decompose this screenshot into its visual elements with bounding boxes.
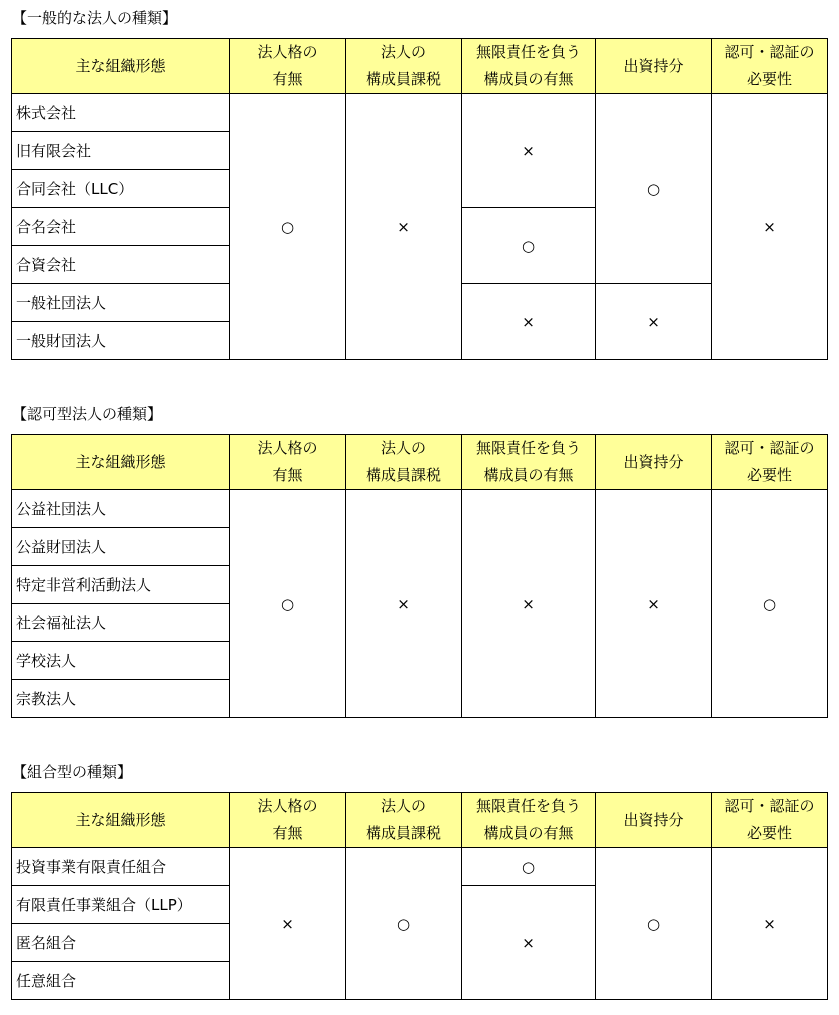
row-name: 匿名組合 xyxy=(12,924,230,962)
header-unlimited-liability: 無限責任を負う 構成員の有無 xyxy=(462,793,596,848)
header-unlimited-liability: 無限責任を負う 構成員の有無 xyxy=(462,39,596,94)
row-name: 学校法人 xyxy=(12,642,230,680)
header-member-taxation: 法人の 構成員課税 xyxy=(346,793,462,848)
table-row xyxy=(12,490,828,528)
legal-personality-cell: ○ xyxy=(230,490,346,718)
unlimited-liability-cell: × xyxy=(462,94,596,208)
row-name: 株式会社 xyxy=(12,94,230,132)
unlimited-liability-cell: × xyxy=(462,490,596,718)
header-member-taxation: 法人の 構成員課税 xyxy=(346,39,462,94)
equity-cell: × xyxy=(596,490,712,718)
header-legal-personality: 法人格の 有無 xyxy=(230,793,346,848)
table-header-row xyxy=(12,39,828,94)
header-approval: 認可・認証の 必要性 xyxy=(712,793,828,848)
unlimited-liability-cell: × xyxy=(462,886,596,1000)
table-row xyxy=(12,848,828,886)
header-organization-form: 主な組織形態 xyxy=(12,793,230,848)
header-organization-form: 主な組織形態 xyxy=(12,435,230,490)
row-name: 特定非営利活動法人 xyxy=(12,566,230,604)
row-name: 投資事業有限責任組合 xyxy=(12,848,230,886)
member-taxation-cell: × xyxy=(346,94,462,360)
header-equity: 出資持分 xyxy=(596,39,712,94)
row-name: 合名会社 xyxy=(12,208,230,246)
equity-cell: ○ xyxy=(596,94,712,284)
general-corporations-table xyxy=(11,38,828,360)
equity-cell: × xyxy=(596,284,712,360)
header-unlimited-liability: 無限責任を負う 構成員の有無 xyxy=(462,435,596,490)
unlimited-liability-cell: × xyxy=(462,284,596,360)
member-taxation-cell: × xyxy=(346,490,462,718)
header-equity: 出資持分 xyxy=(596,435,712,490)
header-approval: 認可・認証の 必要性 xyxy=(712,39,828,94)
section-title-partnership: 【組合型の種類】 xyxy=(12,763,133,781)
row-name: 宗教法人 xyxy=(12,680,230,718)
table-header-row xyxy=(12,435,828,490)
unlimited-liability-cell: ○ xyxy=(462,848,596,886)
row-name: 有限責任事業組合（LLP） xyxy=(12,886,230,924)
table-header-row xyxy=(12,793,828,848)
header-member-taxation: 法人の 構成員課税 xyxy=(346,435,462,490)
row-name: 任意組合 xyxy=(12,962,230,1000)
section-title-general: 【一般的な法人の種類】 xyxy=(12,9,178,27)
approved-corporations-table xyxy=(11,434,828,718)
approval-cell: × xyxy=(712,848,828,1000)
row-name: 公益社団法人 xyxy=(12,490,230,528)
legal-personality-cell: ○ xyxy=(230,94,346,360)
unlimited-liability-cell: ○ xyxy=(462,208,596,284)
section-title-approved: 【認可型法人の種類】 xyxy=(12,405,163,423)
row-name: 公益財団法人 xyxy=(12,528,230,566)
approval-cell: ○ xyxy=(712,490,828,718)
row-name: 旧有限会社 xyxy=(12,132,230,170)
row-name: 一般財団法人 xyxy=(12,322,230,360)
equity-cell: ○ xyxy=(596,848,712,1000)
row-name: 社会福祉法人 xyxy=(12,604,230,642)
legal-personality-cell: × xyxy=(230,848,346,1000)
header-legal-personality: 法人格の 有無 xyxy=(230,39,346,94)
row-name: 合資会社 xyxy=(12,246,230,284)
table-row xyxy=(12,94,828,132)
header-legal-personality: 法人格の 有無 xyxy=(230,435,346,490)
row-name: 合同会社（LLC） xyxy=(12,170,230,208)
header-approval: 認可・認証の 必要性 xyxy=(712,435,828,490)
partnership-types-table xyxy=(11,792,828,1000)
row-name: 一般社団法人 xyxy=(12,284,230,322)
approval-cell: × xyxy=(712,94,828,360)
header-organization-form: 主な組織形態 xyxy=(12,39,230,94)
header-equity: 出資持分 xyxy=(596,793,712,848)
member-taxation-cell: ○ xyxy=(346,848,462,1000)
